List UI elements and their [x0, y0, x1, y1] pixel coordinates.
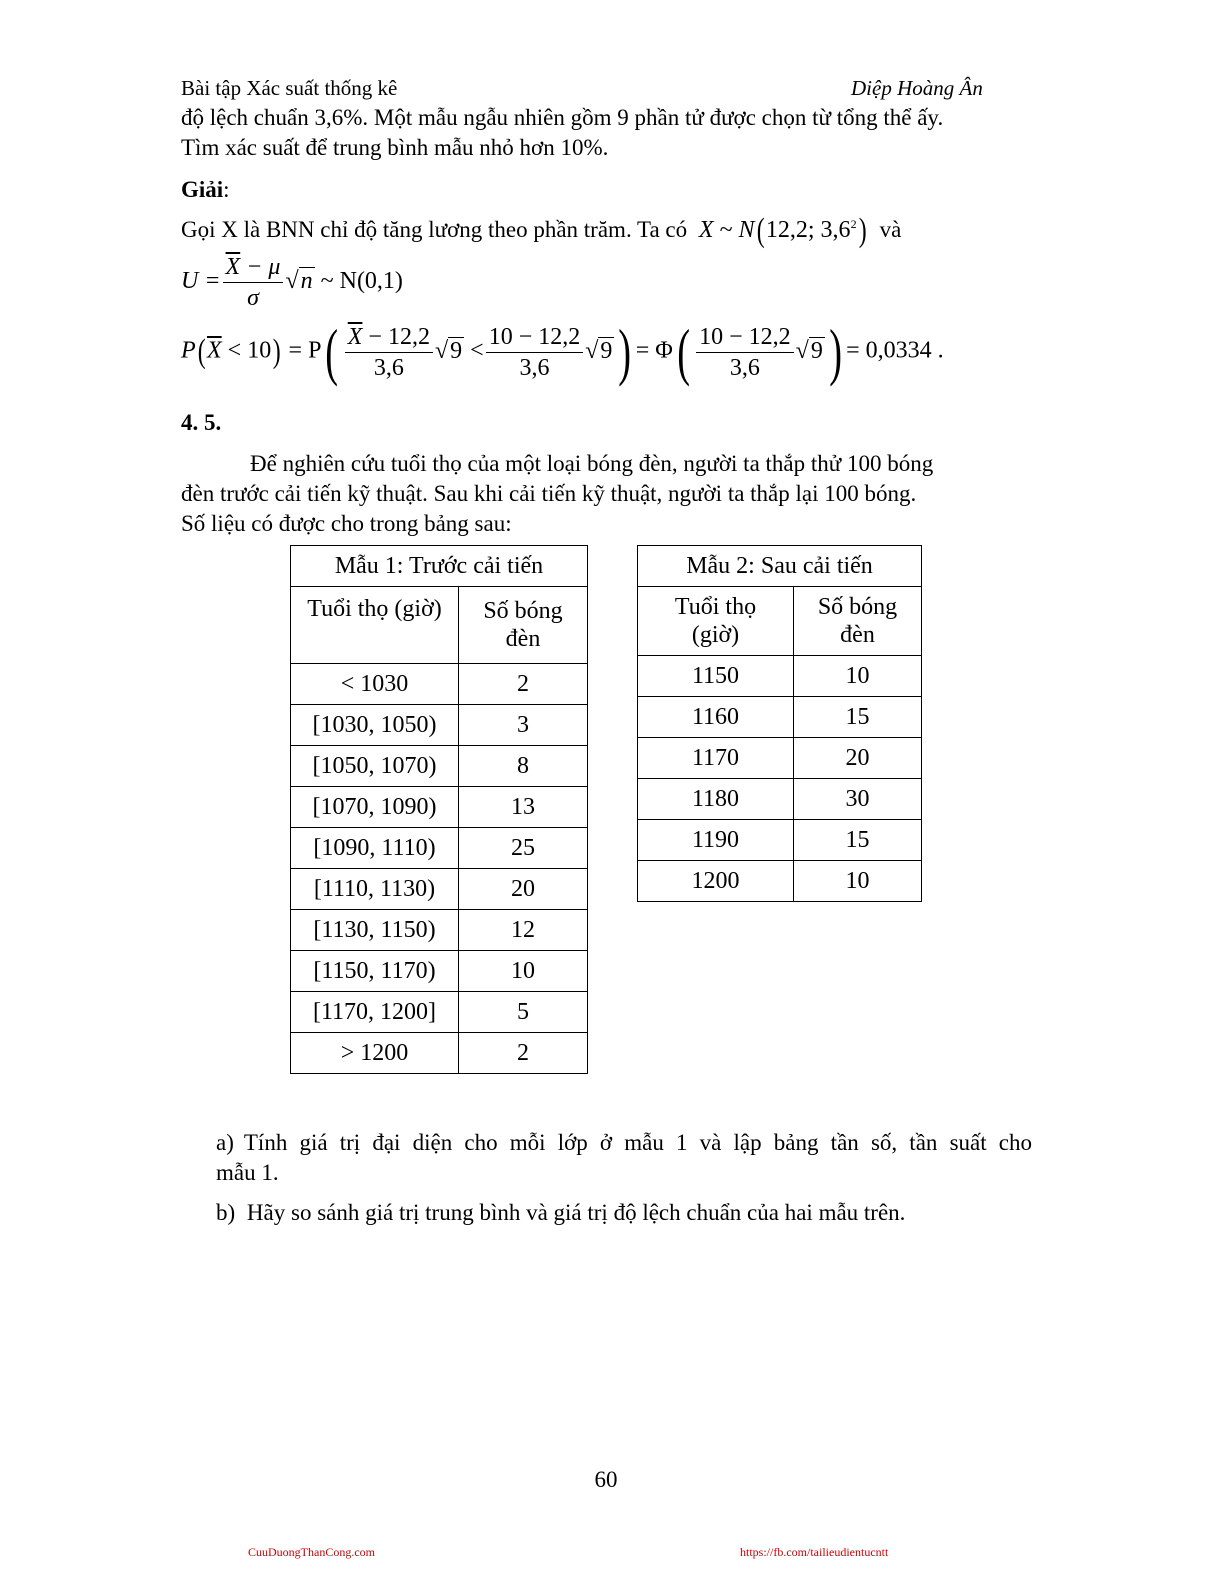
table1-row	[291, 664, 588, 705]
intro-line-2: Tìm xác suất để trung bình mẫu nhỏ hơn 10%.	[181, 135, 609, 160]
question-a-line1: Tính giá trị đại diện cho mỗi lớp ở mẫu 1 và lập bảng tần số, tần suất cho	[243, 1130, 1032, 1155]
dist-variable: X	[698, 217, 714, 243]
table1-count-cell: 25	[459, 828, 588, 869]
p-num-3: 10 − 12,2	[699, 323, 791, 350]
footer-right-link[interactable]: https://fb.com/tailieudientucntt	[740, 1545, 889, 1559]
table2-row	[638, 861, 922, 902]
table1-count-cell: 20	[459, 869, 588, 910]
table1-lifetime-cell: [1030, 1050)	[291, 705, 459, 746]
u-fraction	[223, 252, 284, 313]
table1-col2-line1: Số bóng	[483, 598, 563, 624]
table1-row	[291, 869, 588, 910]
table1-lifetime-cell: [1130, 1150)	[291, 910, 459, 951]
table2-lifetime-cell: 1200	[638, 861, 794, 902]
dist-normal: N	[738, 217, 755, 243]
dist-params: 12,2; 3,6	[765, 217, 851, 243]
u-formula	[181, 252, 403, 313]
table2-count-cell: 20	[794, 738, 922, 779]
table1-lifetime-cell: [1150, 1170)	[291, 951, 459, 992]
u-numerator: $\overline{X} - \mu$	[225, 254, 281, 280]
header-title: Bài tập Xác suất thống kê	[181, 76, 398, 100]
u-sqrt-arg: n	[300, 268, 313, 295]
table1-lifetime-cell: [1170, 1200]	[291, 992, 459, 1033]
table1-col1-header: Tuổi thọ (giờ)	[291, 587, 459, 664]
table2-col2-header	[794, 587, 922, 656]
table1-row	[291, 992, 588, 1033]
p-result: = 0,0334 .	[846, 337, 944, 364]
table1-col2-header	[459, 587, 588, 664]
table1-count-cell: 13	[459, 787, 588, 828]
table1-row	[291, 951, 588, 992]
table2-count-cell: 10	[794, 861, 922, 902]
p-num-2: 10 − 12,2	[488, 323, 581, 350]
table1-row	[291, 1033, 588, 1074]
table2-col1-header	[638, 587, 794, 656]
table2-col2-line2: đèn	[840, 622, 875, 648]
table1-row	[291, 705, 588, 746]
table1-title-row	[291, 546, 588, 587]
table1-count-cell: 10	[459, 951, 588, 992]
p-eq-1: = P	[288, 337, 322, 364]
p-lhs-inner: $\overline{X} < 10$	[207, 337, 272, 364]
table1-count-cell: 2	[459, 1033, 588, 1074]
footer-left-link[interactable]: CuuDuongThanCong.com	[248, 1545, 375, 1559]
table1-row	[291, 828, 588, 869]
table2-row	[638, 738, 922, 779]
p-den-2: 3,6	[486, 352, 584, 383]
p-den-1: 3,6	[345, 352, 433, 383]
table2-count-cell: 15	[794, 697, 922, 738]
table2-header-row	[638, 587, 922, 656]
table2-lifetime-cell: 1150	[638, 656, 794, 697]
table1-lifetime-cell: [1110, 1130)	[291, 869, 459, 910]
solution-text: Gọi X là BNN chỉ độ tăng lương theo phần trăm. Ta có	[181, 217, 688, 242]
page-number: 60	[594, 1467, 618, 1492]
p-sqrt-3: √9	[795, 337, 823, 364]
table1-count-cell: 8	[459, 746, 588, 787]
table1-col2-line2: đèn	[505, 626, 541, 652]
table-sample-2	[637, 545, 922, 902]
table2-row	[638, 779, 922, 820]
table2-col1-line2: (giờ)	[691, 622, 740, 648]
solution-heading	[181, 175, 1032, 205]
p-fraction-1	[345, 322, 433, 383]
table-sample-1	[290, 545, 588, 1074]
question-a-label: a)	[216, 1130, 234, 1155]
table1-title: Mẫu 1: Trước cải tiến	[291, 546, 588, 587]
p-sqrt-1: √9	[434, 337, 463, 364]
probability-formula: $P(\overline{X} < 10) = P$( $\frac{\overline{X} - 12,2}{3,6}$ √9 < $\frac{10 - 12,2}{3,6}$ √9) = Φ( $\frac{10 - 12,2}{3,6}$ √9) = 0,0334 .	[181, 316, 944, 387]
p-sqrt-1-arg: 9	[450, 337, 463, 364]
solution-heading-colon: :	[223, 177, 230, 202]
distribution-expression: X ~ N(12,2; $3,6^2$)	[698, 212, 867, 250]
table1-count-cell: 5	[459, 992, 588, 1033]
question-b	[216, 1198, 905, 1228]
table2-count-cell: 10	[794, 656, 922, 697]
table2-row	[638, 820, 922, 861]
table2-title: Mẫu 2: Sau cải tiến	[638, 546, 922, 587]
table2-lifetime-cell: 1180	[638, 779, 794, 820]
u-tail: ~ N(0,1)	[320, 268, 403, 295]
table1-row	[291, 746, 588, 787]
question-b-label: b)	[216, 1200, 236, 1225]
table2-lifetime-cell: 1160	[638, 697, 794, 738]
p-lt: <	[470, 337, 484, 364]
p-num-1: $\overline{X} - 12,2$	[347, 323, 430, 350]
table2-row	[638, 656, 922, 697]
p-symbol: P	[181, 337, 196, 364]
header-author: Diệp Hoàng Ân	[851, 76, 983, 100]
dist-exponent: 2	[850, 217, 857, 231]
and-word: và	[879, 217, 902, 242]
table1-count-cell: 3	[459, 705, 588, 746]
problem-line-3: Số liệu có được cho trong bảng sau:	[181, 511, 512, 536]
table1-lifetime-cell: > 1200	[291, 1033, 459, 1074]
p-fraction-3	[696, 322, 794, 383]
p-sqrt-2: √9	[585, 337, 613, 364]
question-b-line1: Hãy so sánh giá trị trung bình và giá trị độ lệch chuẩn của hai mẫu trên.	[246, 1200, 906, 1225]
table2-col1-line1: Tuổi thọ	[674, 594, 757, 620]
table2-count-cell: 30	[794, 779, 922, 820]
table1-count-cell: 2	[459, 664, 588, 705]
table1-count-cell: 12	[459, 910, 588, 951]
table2-title-row	[638, 546, 922, 587]
table1-row	[291, 910, 588, 951]
table2-row	[638, 697, 922, 738]
dist-tilde: ~	[719, 217, 733, 243]
question-a-line2: mẫu 1.	[216, 1160, 279, 1185]
table2-lifetime-cell: 1190	[638, 820, 794, 861]
table2-count-cell: 15	[794, 820, 922, 861]
problem-line-2: đèn trước cải tiến kỹ thuật. Sau khi cải tiến kỹ thuật, người ta thắp lại 100 bóng.	[181, 481, 917, 506]
table1-lifetime-cell: [1090, 1110)	[291, 828, 459, 869]
question-a	[216, 1128, 1032, 1188]
table1-lifetime-cell: < 1030	[291, 664, 459, 705]
table1-header-row	[291, 587, 588, 664]
u-denominator: σ	[223, 282, 284, 313]
table1-lifetime-cell: [1050, 1070)	[291, 746, 459, 787]
solution-heading-label: Giải	[181, 177, 224, 202]
p-eq-2: = Φ	[635, 337, 673, 364]
p-fraction-2	[486, 322, 584, 383]
problem-number: 4. 5.	[181, 410, 222, 435]
u-lhs: U =	[181, 268, 221, 295]
intro-line-1: độ lệch chuẩn 3,6%. Một mẫu ngẫu nhiên gồm 9 phần tử được chọn từ tổng thể ấy.	[181, 105, 944, 130]
table1-lifetime-cell: [1070, 1090)	[291, 787, 459, 828]
problem-line-1: Để nghiên cứu tuổi thọ của một loại bóng đèn, người ta thắp thử 100 bóng	[250, 451, 934, 476]
u-sqrt: √n	[285, 268, 313, 295]
solution-text-line	[181, 207, 901, 248]
table1-row	[291, 787, 588, 828]
table2-col2-line1: Số bóng	[817, 594, 898, 620]
p-den-3: 3,6	[696, 352, 794, 383]
table2-lifetime-cell: 1170	[638, 738, 794, 779]
